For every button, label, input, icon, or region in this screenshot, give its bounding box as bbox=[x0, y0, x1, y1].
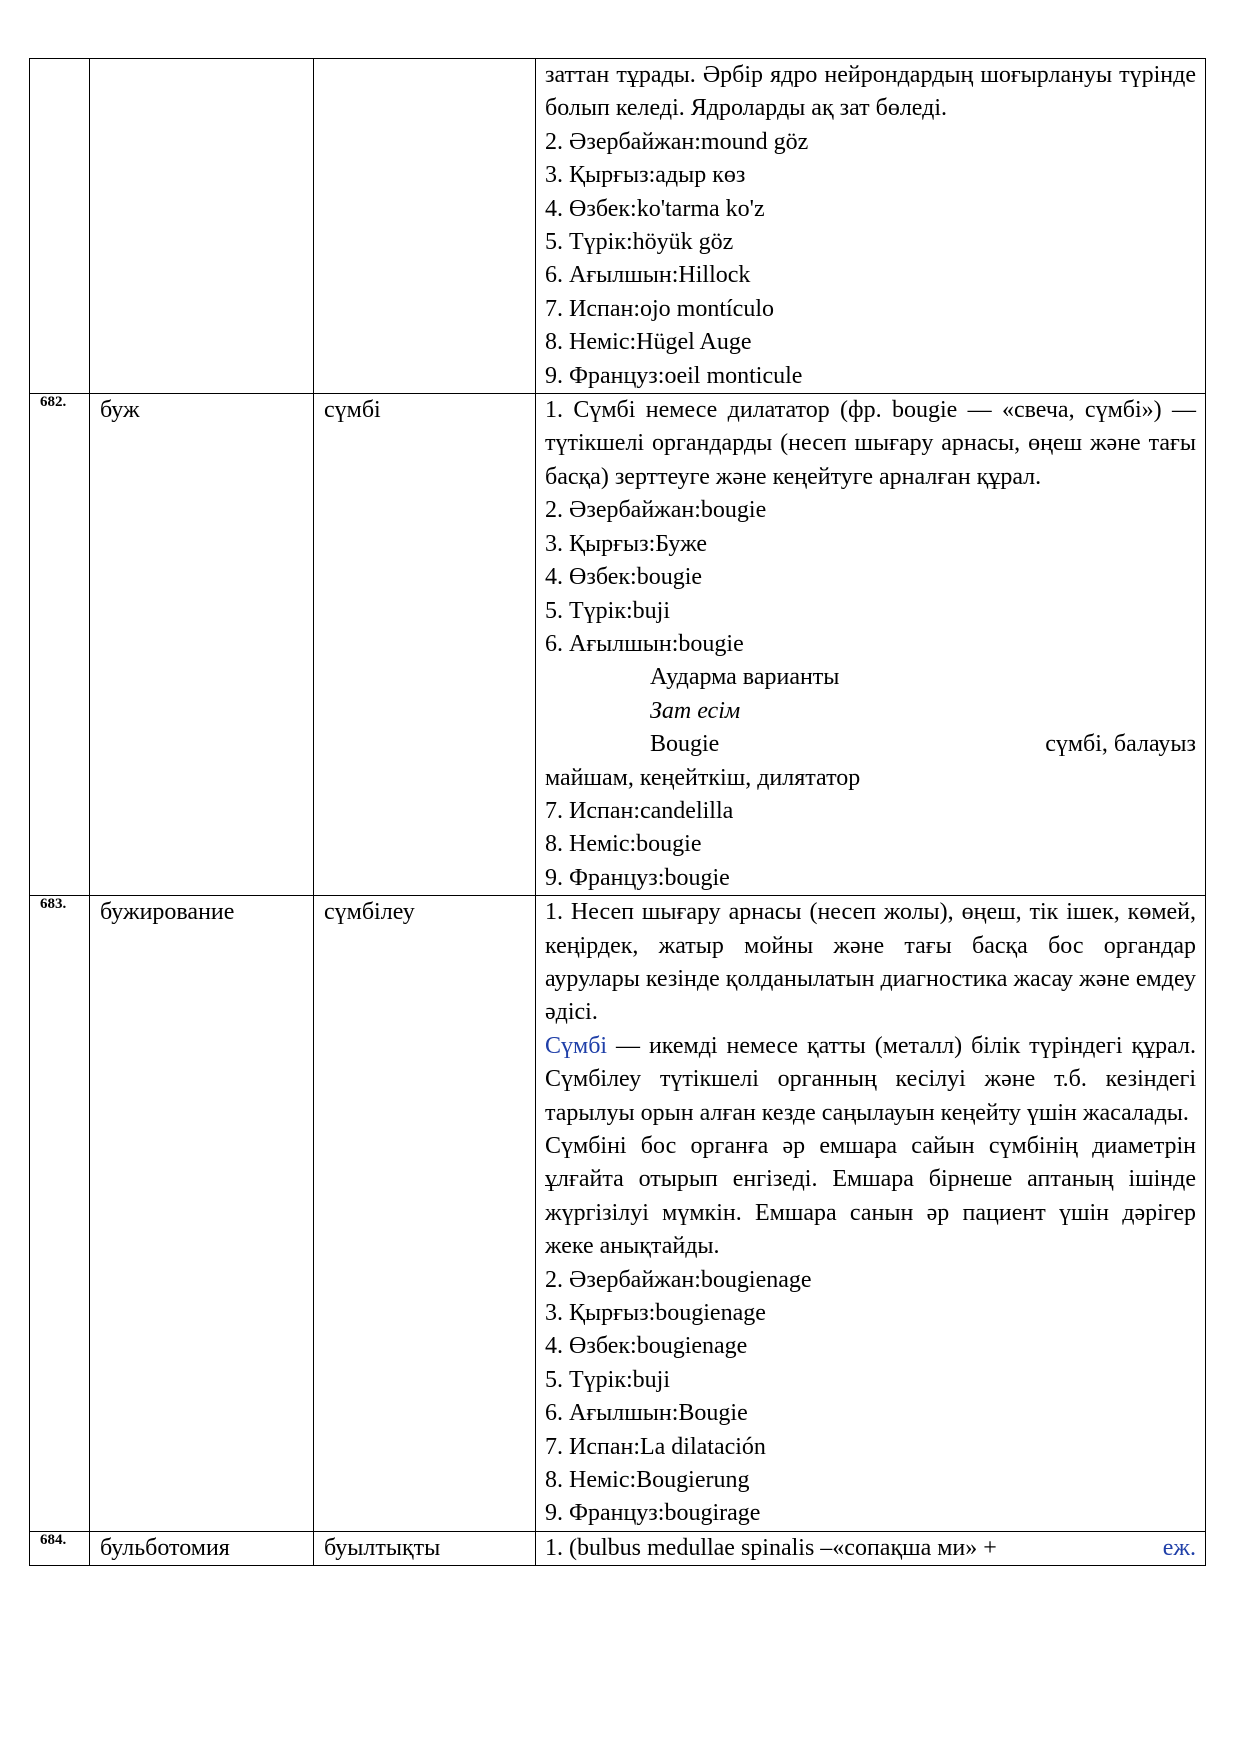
translation-line: 9. Француз:bougie bbox=[545, 864, 730, 891]
kazakh-term bbox=[314, 59, 536, 394]
definition-text: 1. Несеп шығару арнасы (несеп жолы), өңеш, тік ішек, көмей, кеңірдек, жатыр мойны және тағы басқа бос органдар аурулары кезінде қолданылатын диагностика жасау және емдеу әдісі. bbox=[545, 899, 1196, 1026]
translation-line: 5. Түрік:höyük göz bbox=[545, 229, 734, 256]
entry-number bbox=[30, 59, 90, 394]
definition-text bbox=[545, 1030, 1196, 1130]
translation-line: 7. Испан:candelilla bbox=[545, 797, 734, 824]
term-link[interactable]: Сүмбі bbox=[545, 1032, 608, 1059]
entry-number: 684. bbox=[30, 1531, 90, 1565]
translation-line: 8. Неміс:Hügel Auge bbox=[545, 329, 752, 356]
translation-line: 9. Француз:bougirage bbox=[545, 1500, 761, 1527]
translation-line: 8. Неміс:Bougierung bbox=[545, 1467, 750, 1494]
russian-term: бульботомия bbox=[90, 1531, 314, 1565]
entry-number: 682. bbox=[30, 394, 90, 896]
translation-line: 2. Әзербайжан:mound göz bbox=[545, 128, 809, 155]
part-of-speech: Зат есім bbox=[650, 697, 741, 724]
translation-line: 7. Испан:ojo montículo bbox=[545, 295, 774, 322]
translation-line: 8. Неміс:bougie bbox=[545, 831, 702, 858]
table-row bbox=[30, 1531, 1206, 1565]
definition-cell bbox=[536, 59, 1206, 394]
translation-line: 5. Түрік:buji bbox=[545, 597, 670, 624]
translation-line: 4. Өзбек:ko'tarma ko'z bbox=[545, 195, 765, 222]
russian-term: буж bbox=[90, 394, 314, 896]
table-row bbox=[30, 59, 1206, 394]
translation-line: 3. Қырғыз:адыр көз bbox=[545, 162, 746, 189]
kazakh-term: буылтықты bbox=[314, 1531, 536, 1565]
term-link[interactable]: еж. bbox=[1162, 1534, 1196, 1561]
kazakh-term: сүмбілеу bbox=[314, 896, 536, 1532]
translation-line: 6. Ағылшын:bougie bbox=[545, 630, 744, 657]
entry-number: 683. bbox=[30, 896, 90, 1532]
translation-line: 7. Испан:La dilatación bbox=[545, 1433, 766, 1460]
translation-line: 5. Түрік:buji bbox=[545, 1366, 670, 1393]
variant-heading: Аударма варианты bbox=[650, 664, 840, 691]
russian-term: бужирование bbox=[90, 896, 314, 1532]
translation-line: 9. Француз:oeil monticule bbox=[545, 362, 803, 389]
translation-line: 4. Өзбек:bougienage bbox=[545, 1333, 748, 1360]
translation-line: 3. Қырғыз:Буже bbox=[545, 530, 708, 557]
translation-line: 6. Ағылшын:Bougie bbox=[545, 1400, 748, 1427]
definition-cell bbox=[536, 896, 1206, 1532]
translation-line: 6. Ағылшын:Hillock bbox=[545, 262, 751, 289]
table-row bbox=[30, 896, 1206, 1532]
variant-row bbox=[545, 728, 1196, 761]
translation-line: 3. Қырғыз:bougienage bbox=[545, 1300, 766, 1327]
definition-text: заттан тұрады. Әрбір ядро нейрондардың шоғырлануы түрінде болып келеді. Ядроларды ақ зат бөледі. bbox=[545, 62, 1196, 122]
definition-text: 1. Сүмбі немесе дилататор (фр. bougie — «свеча, сүмбі») — түтікшелі органдарды (несеп шығару арнасы, өңеш және тағы басқа) зерттеуге және кеңейтуге арналған құрал. bbox=[545, 397, 1196, 490]
definition-text: Сүмбіні бос органға әр емшара сайын сүмбінің диаметрін ұлғайта отырып енгізеді. Емшара бірнеше аптаның ішінде жүргізілуі мүмкін. Емшара санын әр пациент үшін дәрігер жеке анықтайды. bbox=[545, 1133, 1196, 1260]
table-row bbox=[30, 394, 1206, 896]
definition-cell bbox=[536, 1531, 1206, 1565]
definition-text bbox=[545, 1532, 1196, 1565]
definition-cell bbox=[536, 394, 1206, 896]
terms-table bbox=[29, 58, 1206, 1566]
dictionary-page bbox=[29, 58, 1205, 1566]
translation-line: 4. Өзбек:bougie bbox=[545, 564, 703, 591]
kazakh-term: сүмбі bbox=[314, 394, 536, 896]
definition-text-start: 1. (bulbus medullae spinalis –«сопақша ми» + bbox=[545, 1534, 997, 1561]
definition-text-rest: — икемді немесе қатты (металл) білік түріндегі құрал. Сүмбілеу түтікшелі органның кесілуі және т.б. кезіндегі тарылуы орын алған кезде саңылауын кеңейту үшін жасалады. bbox=[545, 1032, 1196, 1126]
russian-term bbox=[90, 59, 314, 394]
variant-meaning: сүмбі, балауыз bbox=[1045, 731, 1196, 758]
translation-line: 2. Әзербайжан:bougie bbox=[545, 497, 767, 524]
variant-meaning-continued: майшам, кеңейткіш, дилятатор bbox=[545, 764, 861, 791]
variant-word: Bougie bbox=[650, 731, 720, 758]
translation-line: 2. Әзербайжан:bougienage bbox=[545, 1266, 812, 1293]
